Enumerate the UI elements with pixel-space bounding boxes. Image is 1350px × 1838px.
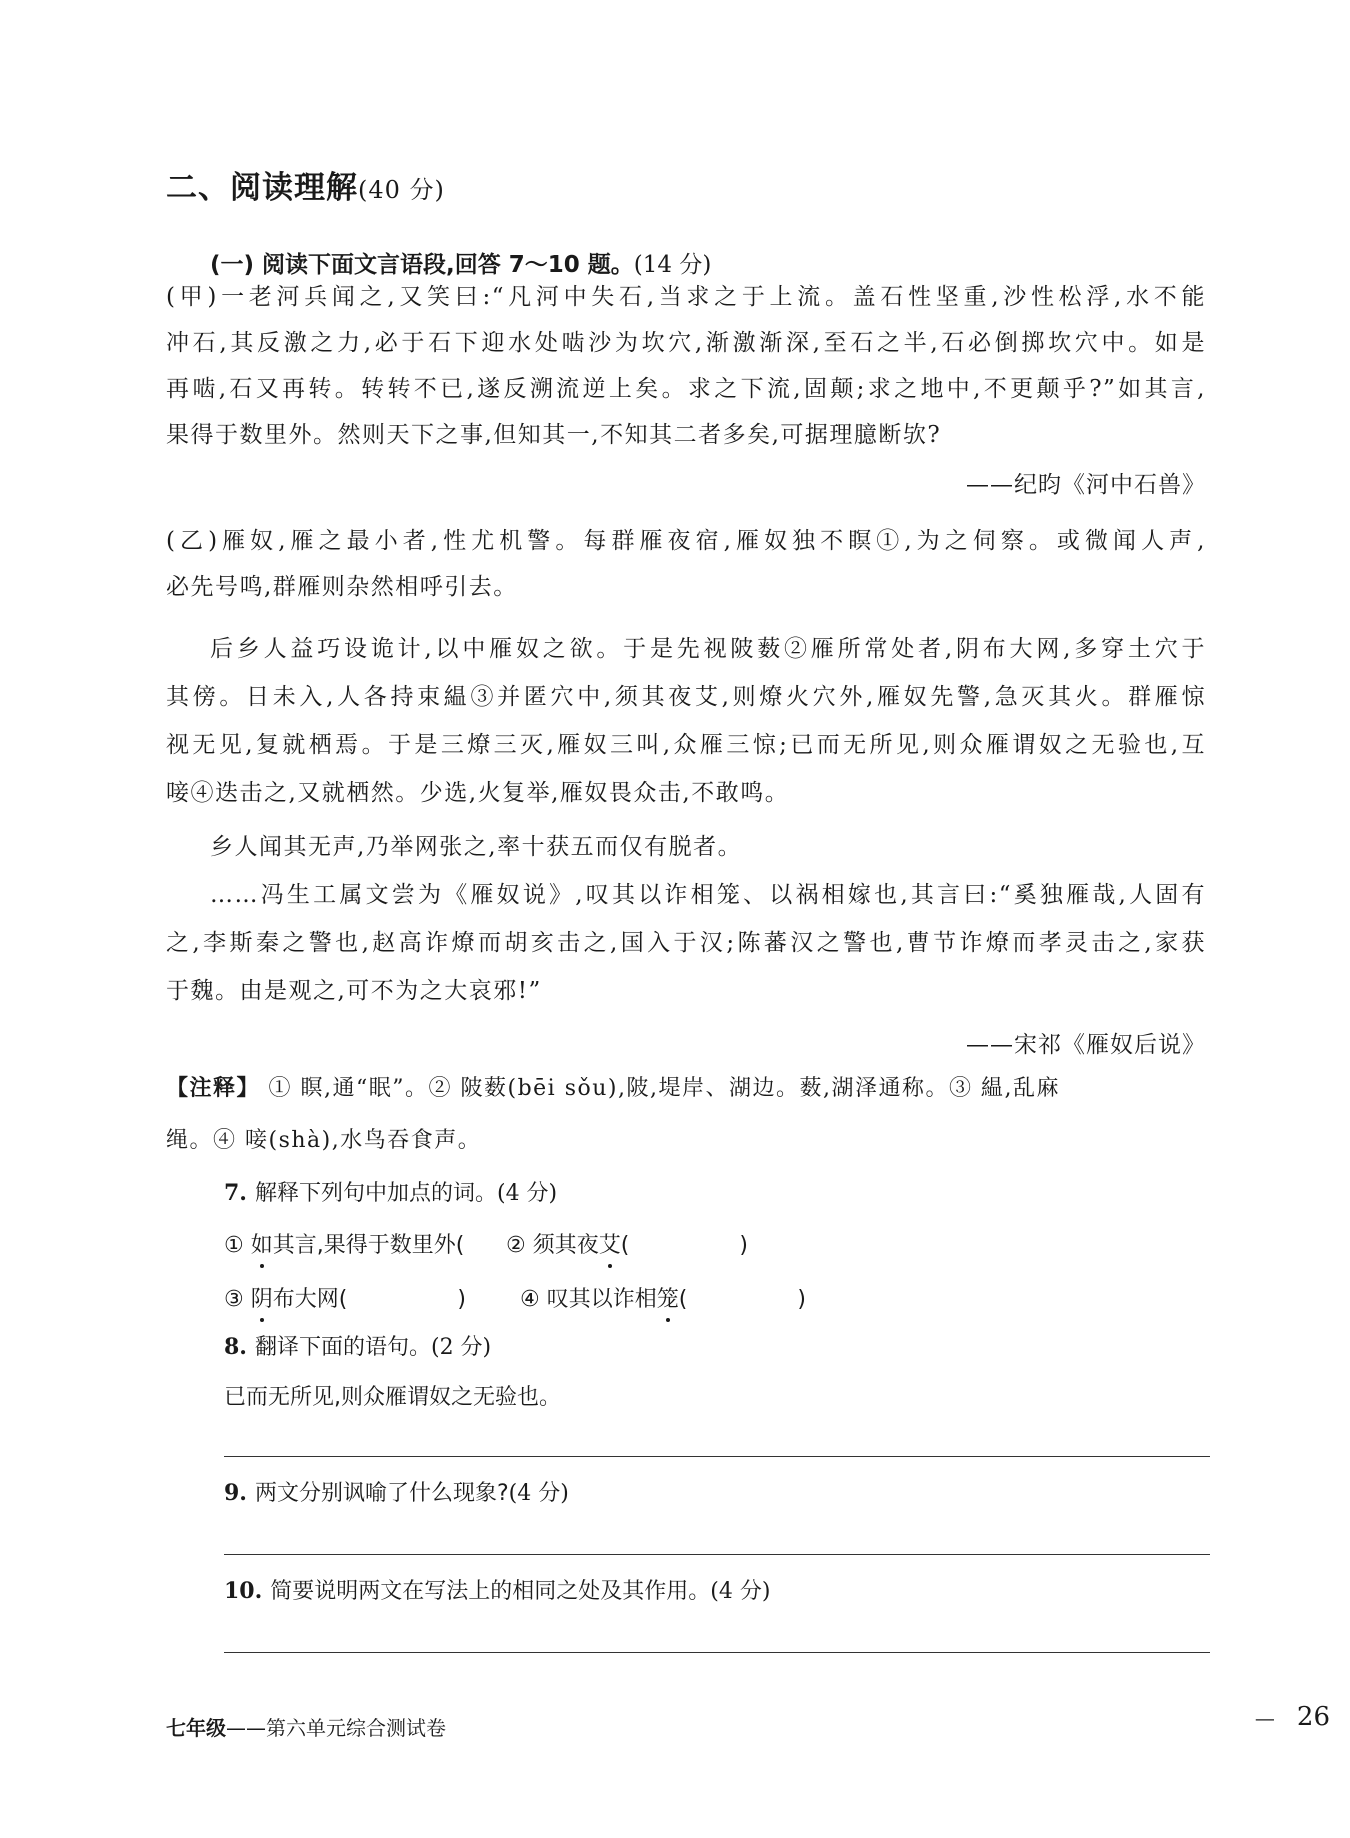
q8-sentence: 已而无所见,则众雁谓奴之无验也。 — [224, 1385, 561, 1410]
passage-b-line: (乙)雁奴,雁之最小者,性尤机警。每群雁夜宿,雁奴独不瞑①,为之伺察。或微闻人声, — [166, 528, 1206, 554]
q7-item-2: ② 须其夜艾( ) — [506, 1228, 748, 1259]
passage-b-source: ——宋祁《雁奴后说》 — [966, 1032, 1206, 1058]
q7-item-1: ① 如其言,果得于数里外( — [224, 1228, 464, 1259]
question-10: 10. 简要说明两文在写法上的相同之处及其作用。(4 分) — [224, 1578, 771, 1604]
footer-title: 七年级——第六单元综合测试卷 — [166, 1716, 446, 1740]
question-8: 8. 翻译下面的语句。(2 分) — [224, 1334, 492, 1360]
passage-a-line: 再啮,石又再转。转转不已,遂反溯流逆上矣。求之下流,固颠;求之地中,不更颠乎?”如其言, — [166, 376, 1206, 402]
passage-b-line: 视无见,复就栖焉。于是三燎三灭,雁奴三叫,众雁三惊;已而无所见,则众雁谓奴之无验也,互 — [166, 732, 1206, 758]
passage-b-line: 后乡人益巧设诡计,以中雁奴之欲。于是先视陂薮②雁所常处者,阴布大网,多穿土穴于 — [210, 636, 1206, 662]
passage-b-line: 乡人闻其无声,乃举网张之,率十获五而仅有脱者。 — [210, 834, 743, 860]
answer-line[interactable] — [224, 1456, 1210, 1457]
passage-b-line: 唼④迭击之,又就栖然。少选,火复举,雁奴畏众击,不敢鸣。 — [166, 780, 790, 806]
answer-line[interactable] — [224, 1652, 1210, 1653]
passage-a-line: 冲石,其反激之力,必于石下迎水处啮沙为坎穴,渐激渐深,至石之半,石必倒掷坎穴中。如是 — [166, 330, 1206, 356]
passage-a-line: (甲)一老河兵闻之,又笑曰:“凡河中失石,当求之于上流。盖石性坚重,沙性松浮,水不能 — [166, 284, 1206, 310]
passage-a-source: ——纪昀《河中石兽》 — [966, 472, 1206, 498]
passage-b-line: 其傍。日未入,人各持束緼③并匿穴中,须其夜艾,则燎火穴外,雁奴先警,急灭其火。群雁惊 — [166, 684, 1206, 710]
notes-label: 【注释】 — [166, 1076, 261, 1101]
q7-item-3: ③ 阴布大网( ) — [224, 1282, 466, 1313]
notes-line: 绳。④ 唼(shà),水鸟吞食声。 — [166, 1128, 482, 1153]
passage-b-line: 之,李斯秦之警也,赵高诈燎而胡亥击之,国入于汉;陈蕃汉之警也,曹节诈燎而孝灵击之,家获 — [166, 930, 1206, 956]
q7-item-4: ④ 叹其以诈相笼( ) — [520, 1282, 806, 1313]
passage-b-line: 必先号鸣,群雁则杂然相呼引去。 — [166, 574, 518, 600]
subsection-title: (一) 阅读下面文言语段,回答 7～10 题。(14 分) — [210, 252, 712, 278]
page-number: — 26 — [1254, 1702, 1330, 1732]
notes-line: 【注释】 ① 瞑,通“眠”。② 陂薮(bēi sǒu),陂,堤岸、湖边。薮,湖泽通称。③ 緼,乱麻 — [166, 1076, 1060, 1101]
passage-b-line: 于魏。由是观之,可不为之大哀邪!” — [166, 978, 542, 1004]
question-7: 7. 解释下列句中加点的词。(4 分) — [224, 1180, 558, 1206]
passage-b-line: ……冯生工属文尝为《雁奴说》,叹其以诈相笼、以祸相嫁也,其言曰:“奚独雁哉,人固有 — [210, 882, 1206, 908]
section-title: 二、阅读理解(40 分) — [166, 170, 445, 206]
question-9: 9. 两文分别讽喻了什么现象?(4 分) — [224, 1480, 569, 1506]
passage-a-line: 果得于数里外。然则天下之事,但知其一,不知其二者多矣,可据理臆断欤? — [166, 422, 942, 448]
answer-line[interactable] — [224, 1554, 1210, 1555]
